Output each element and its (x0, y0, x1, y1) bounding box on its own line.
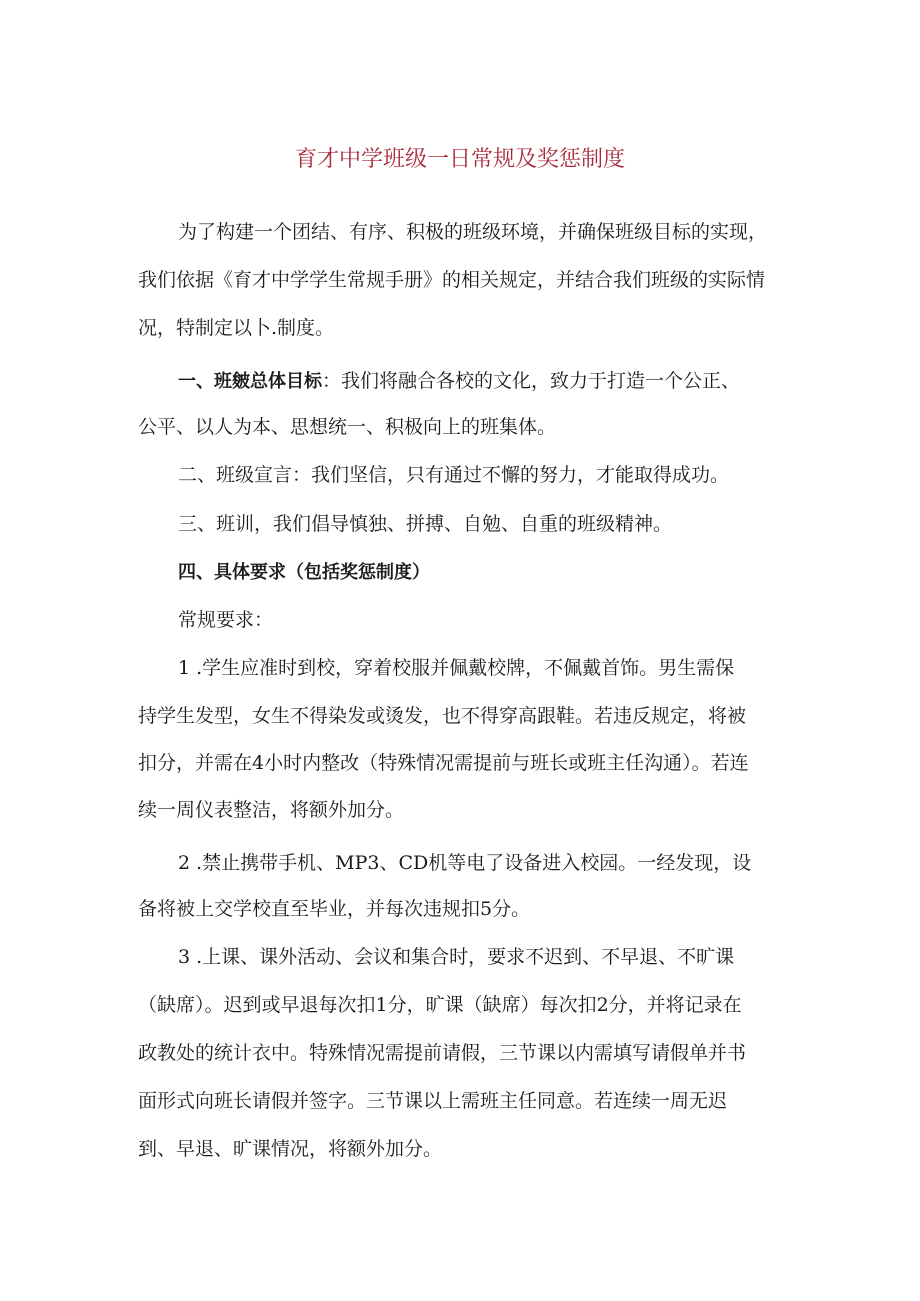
class-motto: 三、班训，我们倡导慎独、拼搏、自勉、自重的班级精神。 (178, 513, 673, 535)
item-2-line-2: 备将被上交学校直至毕业，并每次违规扣5分。 (138, 898, 531, 920)
intro-line-3: 况，特制定以卜.制度。 (138, 317, 335, 339)
item-1-line-2: 持学生发型，女生不得染发或烫发，也不得穿高跟鞋。若违反规定，将被 (138, 705, 747, 727)
item-3-line-1: 3 .上课、课外活动、会议和集合时，要求不迟到、不早退、不旷课 (178, 946, 735, 968)
item-3-line-5: 到、早退、旷课情况，将额外加分。 (138, 1138, 443, 1160)
goal-paragraph (178, 369, 740, 394)
goal-text-line-2: 公平、以人为本、思想统一、积极向上的班集体。 (138, 416, 557, 438)
requirements-heading: 四、具体要求（包括奖惩制度） (178, 562, 430, 583)
item-1-line-3: 扣分，并需在4小时内整改（特殊情况需提前与班长或班主任沟通）。若连 (138, 752, 749, 774)
item-2-line-1: 2 .禁止携带手机、MP3、CD机等电了设备进入校园。一经发现，设 (178, 852, 752, 874)
intro-line-1: 为了构建一个团结、有序、积极的班级环境，并确保班级目标的实现， (178, 221, 768, 243)
document-title: 育才中学班级一日常规及奖惩制度 (294, 147, 625, 172)
item-3-line-4: 面形式向班长请假并签字。三节课以上需班主任同意。若连续一周无迟 (138, 1090, 728, 1112)
routine-label: 常规要求： (178, 609, 274, 631)
item-1-line-1: 1 .学生应准时到校，穿着校服并佩戴校牌，不佩戴首饰。男生需保 (178, 657, 735, 679)
item-1-line-4: 续一周仪表整洁，将额外加分。 (138, 799, 405, 821)
class-declaration: 二、班级宣言：我们坚信，只有通过不懈的努力，才能取得成功。 (178, 464, 730, 486)
intro-line-2: 我们依据《育才中学学生常规手册》的相关规定，并结合我们班级的实际情 (138, 269, 766, 291)
item-3-line-2: （缺席）。迟到或早退每次扣1分，旷课（缺席）每次扣2分，并将记录在 (138, 994, 742, 1016)
goal-heading: 一、班皴总体目标 (178, 371, 322, 392)
goal-text-line-1: ：我们将融合各校的文化，致力于打造一个公正、 (322, 370, 741, 392)
item-3-line-3: 政教处的统计衣中。特殊情况需提前请假，三节课以内需填写请假单并书 (138, 1042, 747, 1064)
